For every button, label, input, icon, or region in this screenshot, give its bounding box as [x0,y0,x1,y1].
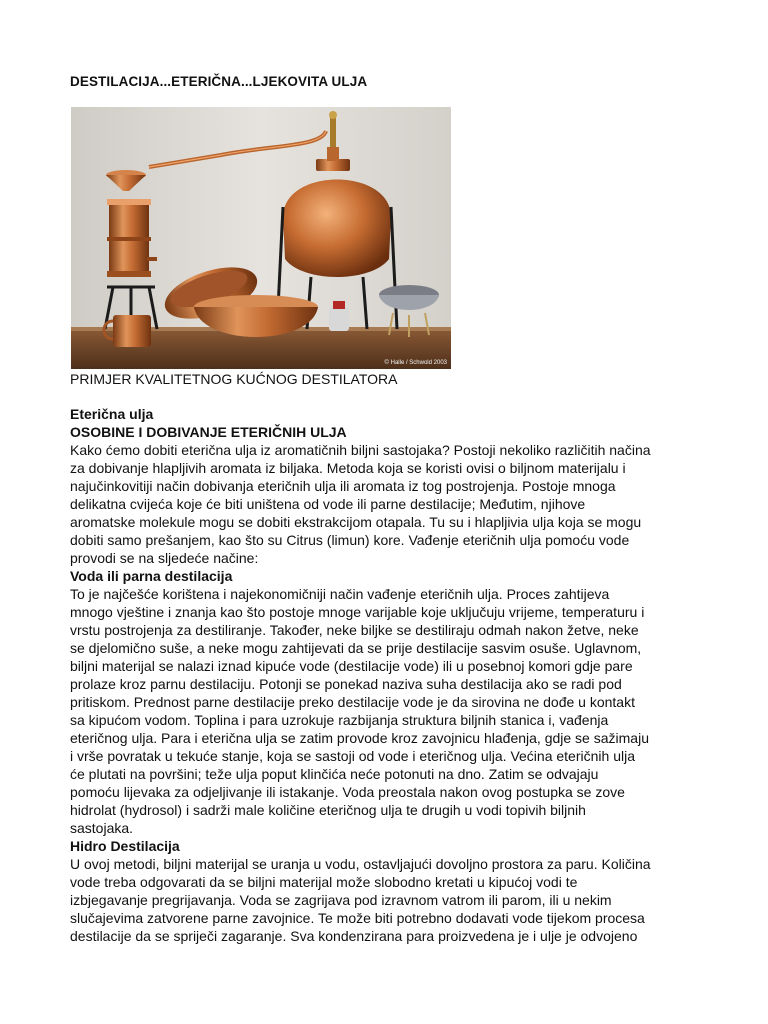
paragraph-line: Kako ćemo dobiti eterična ulja iz aromatičnih biljni sastojaka? Postoji nekoliko različitih načina [70,442,651,458]
article-body [70,405,710,945]
paragraph-line: i vrše povratak u tekuće stanje, koja se sastoji od vode i eteričnog ulja. Većina eteričnih ulja [70,748,635,764]
paragraph-line: najučinkovitiji način dobivanja eteričnih ulja ili aromata iz tog postrojenja. Postoje mnoga [70,478,616,494]
photo-credit: © Halle / Schwold 2003 [384,360,447,366]
paragraph-line: za dobivanje hlapljivih aromata iz biljaka. Metoda koja se koristi ovisi o biljnom materijalu i [70,460,626,476]
section-heading: Hidro Destilacija [70,838,180,854]
paragraph-line: destilacije da se spriječi zagaranje. Sva kondenzirana para proizvedena je i ulje je odvojeno [70,928,638,944]
paragraph-line: se djelomično suše, a neke mogu zahtijevati da se prije destilacije sasvim osuše. Uglavnom, [70,640,642,656]
paragraph-line: eteričnog ulja. Para i eterična ulja se zatim provode kroz zavojnicu hlađenja, gdje se sažimaju [70,730,649,746]
section-heading: Eterična ulja [70,406,154,422]
paragraph-line: pritiskom. Prednost parne destilacije preko destilacije vode je da sirovina ne dođe u kontakt [70,694,635,710]
paragraph-line: prolaze kroz parnu destilaciju. Potonji se ponekad naziva suha destilacija ako se radi pod [70,676,622,692]
paragraph-line: To je najčešće korištena i najekonomičniji način vađenje eteričnih ulja. Proces zahtijeva [70,586,610,602]
section-heading: OSOBINE I DOBIVANJE ETERIČNIH ULJA [70,424,347,440]
paragraph-line: biljni materijal se nalazi iznad kipuće vode (destilacije vode) ili u posebnoj komori gdje pare [70,658,633,674]
paragraph-line: delikatna cvijeća koje će biti uništena od vode ili parne destilacije; Međutim, njihove [70,496,586,512]
paragraph-line: hidrolat (hydrosol) i sadrži male količine eteričnog ulja te drugih u vodi topivih biljnih [70,802,586,818]
paragraph-line: vode treba odgovarati da se biljni materijal može slobodno kretati u kipućoj vodi te [70,874,578,890]
section-heading: Voda ili parna destilacija [70,568,233,584]
paragraph-line: U ovoj metodi, biljni materijal se uranja u vodu, ostavljajući dovoljno prostora za paru. Količina [70,856,651,872]
paragraph-line: sa kipućom vodom. Toplina i para uzrokuje razbijanja struktura biljnih stanica i, vađenja [70,712,609,728]
document-title: DESTILACIJA...ETERIČNA...LJEKOVITA ULJA [70,74,368,89]
paragraph-line: će plutati na površini; teže ulja poput klinčića neće potonuti na dno. Zatim se odvajaju [70,766,599,782]
paragraph-line: provodi se na sljedeće načine: [70,550,259,566]
distiller-photo [71,107,451,369]
paragraph-line: mnogo vještine i znanja kao što postoje mnoge varijable koje uključuju vrijeme, temperaturu i [70,604,645,620]
distiller-illustration [71,107,451,369]
paragraph-line: izbjegavanje pregrijavanja. Voda se zagrijava pod izravnom vatrom ili parom, ili u nekim [70,892,612,908]
paragraph-line: sastojaka. [70,820,134,836]
paragraph-line: dobiti samo prešanjem, kao što su Citrus (limun) kore. Vađenje eteričnih ulja pomoću vode [70,532,630,548]
photo-caption: PRIMJER KVALITETNOG KUĆNOG DESTILATORA [70,371,398,387]
paragraph-line: pomoću lijevaka za odjeljivanje ili istakanje. Voda preostala nakon ovog postupka se zove [70,784,625,800]
paragraph-line: slučajevima zatvorene parne zavojnice. Te može biti potrebno dodavati vode tijekom procesa [70,910,645,926]
paragraph-line: vrstu postrojenja za destiliranje. Također, neke biljke se destiliraju odmah nakon žetve, neke [70,622,639,638]
paragraph-line: aromatske molekule mogu se dobiti ekstrakcijom otapala. Tu su i hlapljivia ulja koja se mogu [70,514,642,530]
